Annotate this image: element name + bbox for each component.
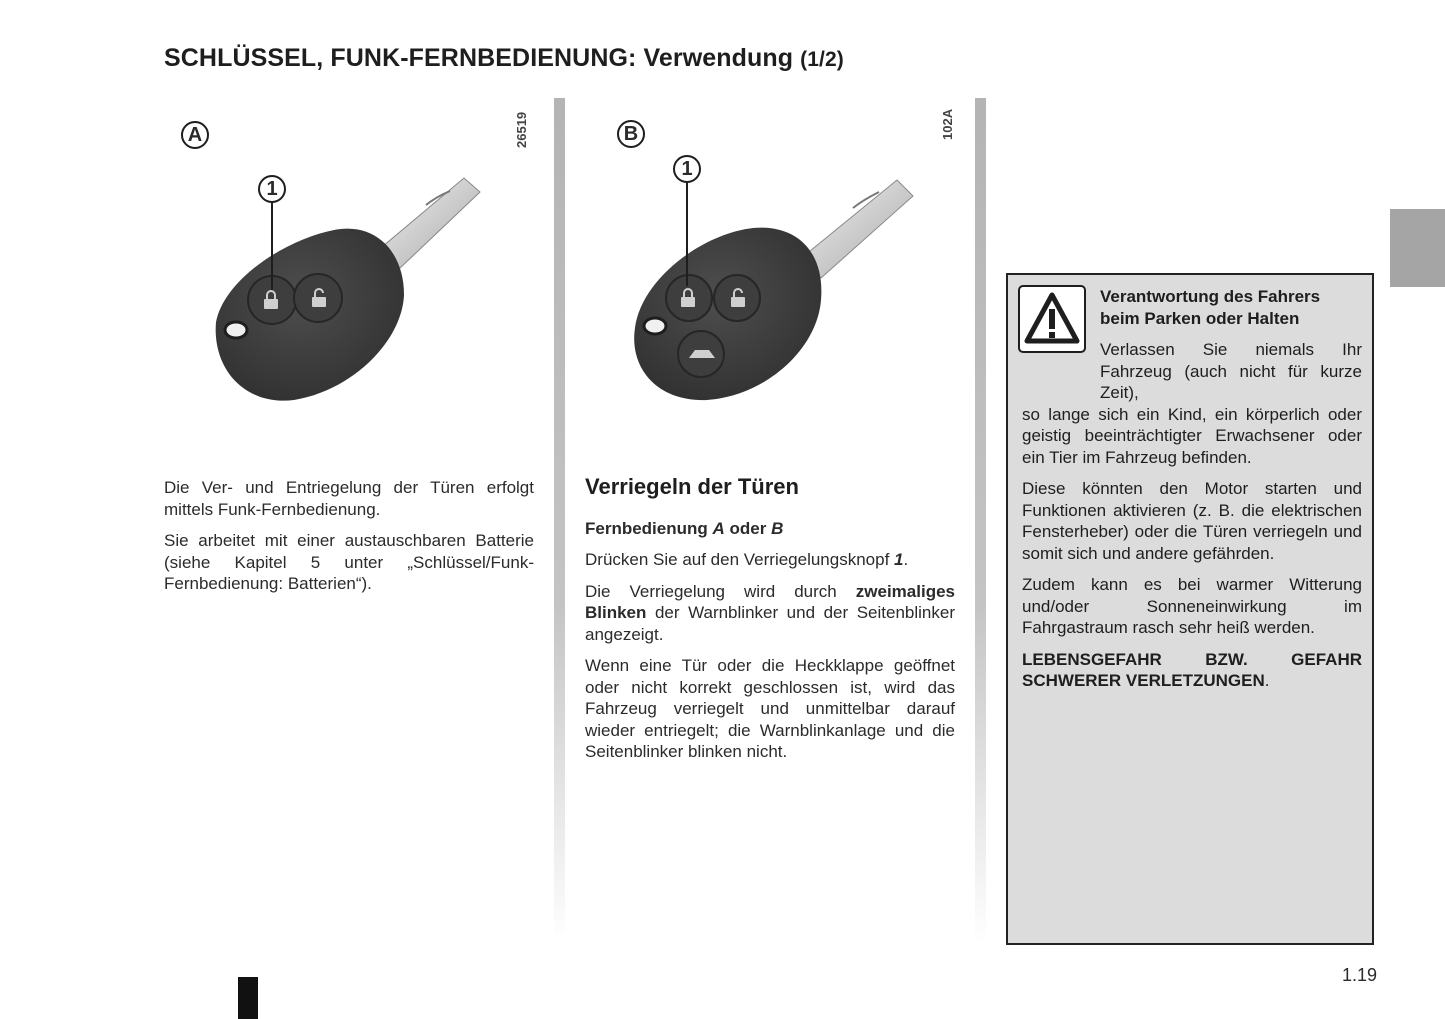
- warning-paragraph-2: Diese könnten den Motor starten und Funktionen aktivieren (z. B. die elektrischen Fensterheber) oder die Türen verriegeln und somit sich und andere gefährden.: [1022, 479, 1362, 563]
- page-title-suffix: (1/2): [800, 48, 844, 71]
- figure-b-code: 102A: [940, 108, 955, 140]
- remote-key-three-button-illustration: [585, 100, 965, 440]
- paragraph-door-open: Wenn eine Tür oder die Heckklappe geöffnet oder nicht korrekt geschlossen ist, wird das Fahrzeug verriegelt und unmittelbar darauf wieder entriegelt; die Warnblinkanlage und die Seitenblinker blinken nicht.: [585, 656, 955, 761]
- warning-paragraph-1a: Verlassen Sie niemals Ihr Fahrzeug (auch nicht für kurze Zeit),: [1100, 340, 1362, 402]
- paragraph-press-button: Drücken Sie auf den Verriegelungsknopf 1.: [585, 550, 909, 569]
- figure-a-label: A: [187, 124, 203, 146]
- page-title: [164, 44, 844, 73]
- left-column: [164, 477, 534, 605]
- chapter-tab: [1390, 209, 1445, 287]
- remote-key-two-button-illustration: [164, 100, 544, 440]
- paragraph-lock-signal: Die Verriegelung wird durch zweimaliges Blinken der Warnblinker und der Seitenblinker angezeigt.: [585, 581, 955, 644]
- subheading-remote: Fernbedienung A oder B: [585, 518, 784, 538]
- column-divider-1: [554, 98, 565, 943]
- column-divider-2: [975, 98, 986, 943]
- figure-b: [585, 100, 965, 440]
- section-heading-lock-doors: Verriegeln der Türen: [585, 474, 799, 499]
- warning-heading: Verantwortung des Fahrers beim Parken oder Halten: [1100, 287, 1321, 328]
- print-marker: [238, 977, 258, 1019]
- warning-paragraph-1b: so lange sich ein Kind, ein körperlich oder geistig beeinträchtigter Erwachsener oder ein Tier im Fahrzeug befinden.: [1022, 404, 1362, 467]
- paragraph-remote-intro: Die Ver- und Entriegelung der Türen erfolgt mittels Funk-Fernbedienung.: [164, 478, 534, 519]
- warning-danger-notice: LEBENSGEFAHR BZW. GEFAHR SCHWERER VERLETZUNGEN.: [1022, 649, 1362, 690]
- middle-column: [585, 476, 955, 773]
- figure-a-code: 26519: [514, 111, 529, 148]
- page-number: 1.19: [1342, 965, 1378, 985]
- page-title-main: SCHLÜSSEL, FUNK-FERNBEDIENUNG: Verwendung: [164, 44, 794, 72]
- warning-paragraph-3: Zudem kann es bei warmer Witterung und/oder Sonneneinwirkung im Fahrgastraum rasch sehr heiß werden.: [1022, 575, 1362, 637]
- figure-a-callout: 1: [266, 178, 278, 200]
- figure-a: [164, 100, 544, 440]
- warning-text: [1022, 286, 1362, 702]
- figure-b-label: B: [623, 123, 639, 145]
- paragraph-battery: Sie arbeitet mit einer austauschbaren Batterie (siehe Kapitel 5 unter „Schlüssel/Funk-Fernbedienung: Batterien“).: [164, 531, 534, 593]
- figure-b-callout: 1: [681, 158, 693, 180]
